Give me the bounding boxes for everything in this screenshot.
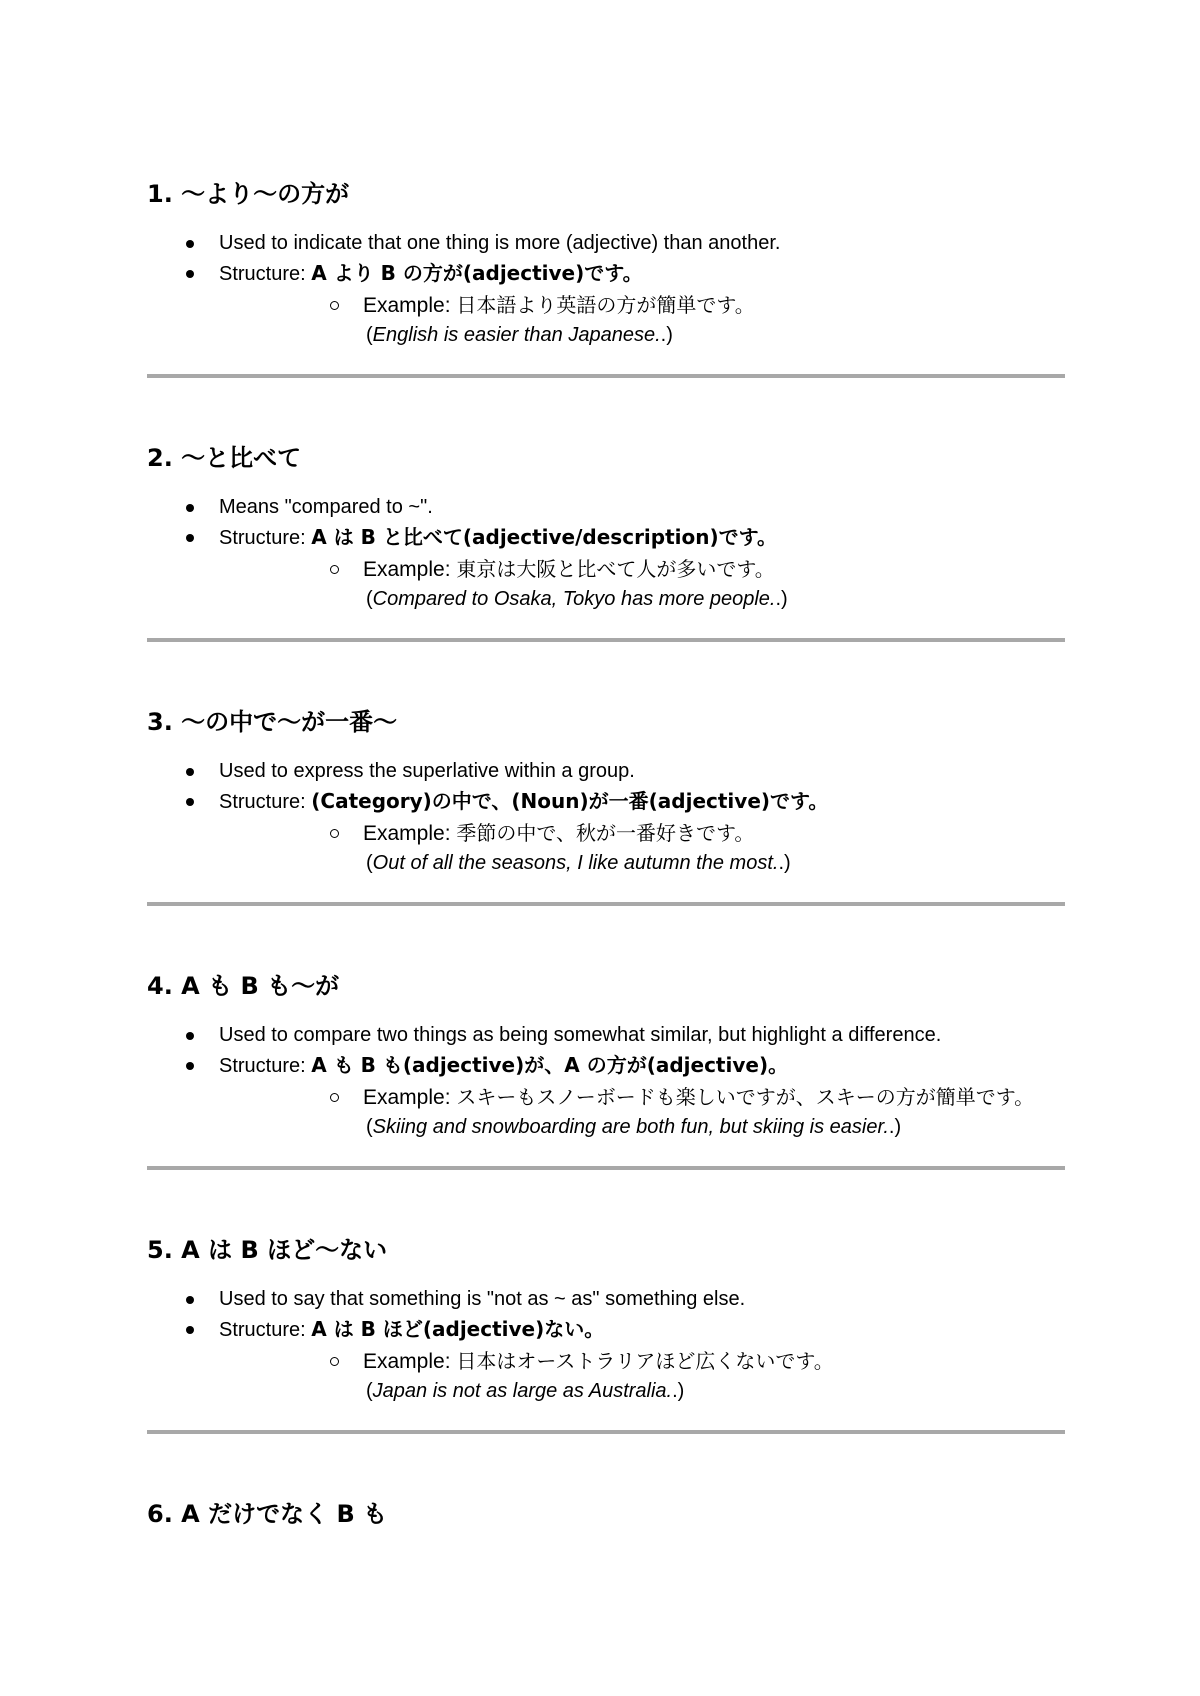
grammar-section-3 xyxy=(147,704,1065,906)
section-heading: 1. ～より～の方が xyxy=(147,180,350,208)
document-page xyxy=(147,176,1065,1532)
usage-text: Used to say that something is "not as ~ as" something else. xyxy=(219,1288,746,1310)
bullet-list xyxy=(147,228,1065,348)
horizontal-rule xyxy=(147,638,1065,642)
example-sentence: 東京は大阪と比べて人が多いです。 xyxy=(456,557,775,581)
circle-bullet-icon xyxy=(330,1357,339,1366)
section-heading: 6. A だけでなく B も xyxy=(147,1500,388,1528)
structure-label: Structure: xyxy=(219,791,312,813)
list-item xyxy=(147,786,1065,876)
bullet-icon xyxy=(186,1062,194,1070)
sub-list xyxy=(219,553,1065,612)
example-sentence: 日本はオーストラリアほど広くないです。 xyxy=(456,1349,834,1373)
grammar-section-1 xyxy=(147,176,1065,378)
list-item xyxy=(147,228,1065,258)
section-heading: 4. A も B も～が xyxy=(147,972,340,1000)
bullet-icon xyxy=(186,1296,194,1304)
list-item xyxy=(147,492,1065,522)
bullet-icon xyxy=(186,270,194,278)
example-item xyxy=(219,1345,1065,1404)
bullet-list xyxy=(147,492,1065,612)
horizontal-rule xyxy=(147,902,1065,906)
usage-text: Means "compared to ~". xyxy=(219,496,433,518)
sub-list xyxy=(219,289,1065,348)
example-label: Example: xyxy=(363,1086,457,1109)
grammar-section-2 xyxy=(147,440,1065,642)
example-translation: (Japan is not as large as Australia..) xyxy=(366,1380,685,1402)
usage-text: Used to express the superlative within a group. xyxy=(219,760,635,782)
circle-bullet-icon xyxy=(330,301,339,310)
bullet-icon xyxy=(186,240,194,248)
example-sentence: 日本語より英語の方が簡単です。 xyxy=(456,293,755,317)
list-item xyxy=(147,258,1065,348)
bullet-icon xyxy=(186,768,194,776)
example-item xyxy=(219,1081,1065,1140)
list-item xyxy=(147,522,1065,612)
horizontal-rule xyxy=(147,1430,1065,1434)
horizontal-rule xyxy=(147,374,1065,378)
example-sentence: 季節の中で、秋が一番好きです。 xyxy=(456,821,755,845)
grammar-section-6 xyxy=(147,1496,1065,1532)
example-translation: (Compared to Osaka, Tokyo has more people..) xyxy=(366,588,788,610)
example-item xyxy=(219,553,1065,612)
list-item xyxy=(147,1050,1065,1140)
section-heading: 5. A は B ほど～ない xyxy=(147,1236,388,1264)
horizontal-rule xyxy=(147,1166,1065,1170)
sub-list xyxy=(219,817,1065,876)
example-label: Example: xyxy=(363,822,457,845)
circle-bullet-icon xyxy=(330,565,339,574)
circle-bullet-icon xyxy=(330,1093,339,1102)
example-label: Example: xyxy=(363,294,457,317)
bullet-icon xyxy=(186,534,194,542)
example-label: Example: xyxy=(363,1350,457,1373)
structure-label: Structure: xyxy=(219,527,312,549)
structure-label: Structure: xyxy=(219,263,312,285)
structure-pattern: A は B ほど(adjective)ない。 xyxy=(311,1317,605,1341)
example-translation: (Out of all the seasons, I like autumn the most..) xyxy=(366,852,791,874)
usage-text: Used to indicate that one thing is more (adjective) than another. xyxy=(219,232,781,254)
grammar-section-4 xyxy=(147,968,1065,1170)
circle-bullet-icon xyxy=(330,829,339,838)
example-sentence: スキーもスノーボードも楽しいですが、スキーの方が簡単です。 xyxy=(456,1085,1035,1109)
structure-pattern: (Category)の中で、(Noun)が一番(adjective)です。 xyxy=(311,789,829,813)
structure-label: Structure: xyxy=(219,1319,312,1341)
bullet-list xyxy=(147,1020,1065,1140)
sub-list xyxy=(219,1345,1065,1404)
section-heading: 3. ～の中で～が一番～ xyxy=(147,708,398,736)
example-translation: (Skiing and snowboarding are both fun, but skiing is easier..) xyxy=(366,1116,902,1138)
bullet-icon xyxy=(186,1326,194,1334)
sub-list xyxy=(219,1081,1065,1140)
section-heading: 2. ～と比べて xyxy=(147,444,302,472)
bullet-list xyxy=(147,1284,1065,1404)
example-label: Example: xyxy=(363,558,457,581)
example-translation: (English is easier than Japanese..) xyxy=(366,324,673,346)
grammar-section-5 xyxy=(147,1232,1065,1434)
bullet-list xyxy=(147,756,1065,876)
example-item xyxy=(219,817,1065,876)
example-item xyxy=(219,289,1065,348)
list-item xyxy=(147,1284,1065,1314)
structure-pattern: A より B の方が(adjective)です。 xyxy=(311,261,643,285)
list-item xyxy=(147,1020,1065,1050)
bullet-icon xyxy=(186,798,194,806)
bullet-icon xyxy=(186,1032,194,1040)
structure-pattern: A は B と比べて(adjective/description)です。 xyxy=(311,525,778,549)
structure-pattern: A も B も(adjective)が、A の方が(adjective)。 xyxy=(311,1053,789,1077)
bullet-icon xyxy=(186,504,194,512)
list-item xyxy=(147,1314,1065,1404)
usage-text: Used to compare two things as being somewhat similar, but highlight a difference. xyxy=(219,1024,942,1046)
structure-label: Structure: xyxy=(219,1055,312,1077)
list-item xyxy=(147,756,1065,786)
